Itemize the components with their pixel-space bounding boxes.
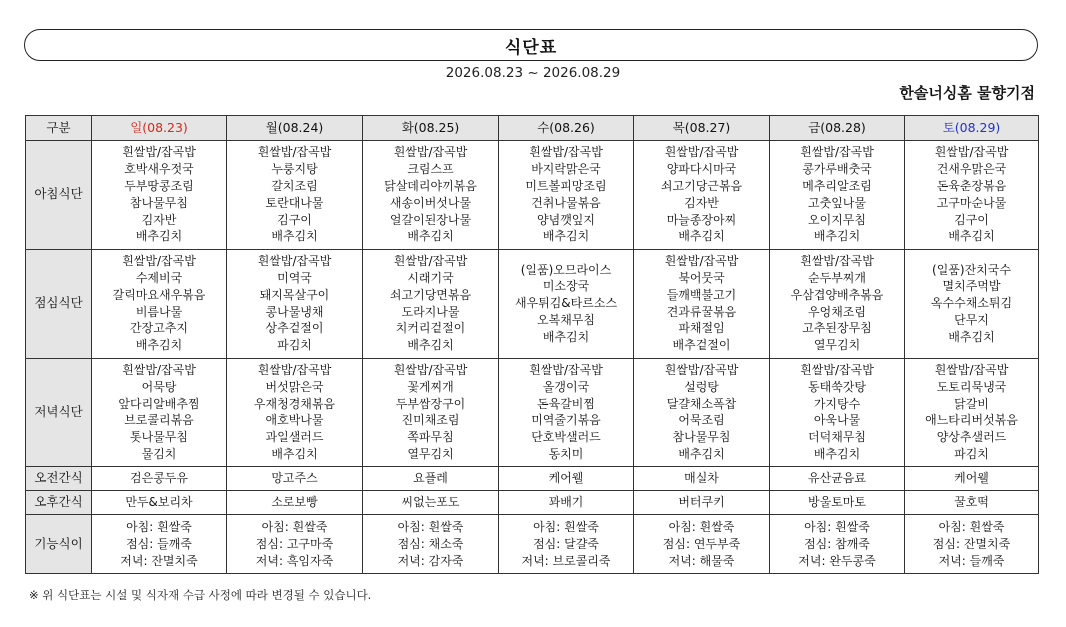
menu-item: 미트볼피망조림 bbox=[525, 179, 607, 194]
menu-period: 2026.08.23 ~ 2026.08.29 bbox=[445, 65, 621, 81]
menu-item: 김구이 bbox=[277, 212, 312, 227]
menu-item: 아침: 흰쌀죽 bbox=[126, 520, 192, 534]
menu-item: 김자반 bbox=[141, 212, 177, 227]
menu-item: 흰쌀밥/잡곡밥 bbox=[257, 363, 332, 378]
menu-item: 닭살데리야끼볶음 bbox=[384, 179, 477, 194]
menu-item: 단무지 bbox=[954, 313, 989, 328]
menu-item: 미역국 bbox=[277, 271, 312, 286]
menu-item: 케어웰 bbox=[548, 471, 584, 486]
meal-type-label: 오후간식 bbox=[26, 491, 92, 515]
menu-cell-thu bbox=[634, 358, 770, 467]
menu-item: 어묵탕 bbox=[141, 379, 177, 394]
menu-item: 올갱이국 bbox=[542, 379, 590, 394]
menu-item: 수제비국 bbox=[135, 271, 183, 286]
menu-cell-sun bbox=[92, 467, 227, 491]
menu-item: 진미채조림 bbox=[401, 413, 460, 428]
menu-item: 순두부찌개 bbox=[808, 271, 866, 286]
menu-item: 양념깻잎지 bbox=[537, 212, 595, 227]
menu-item: 열무김치 bbox=[407, 447, 454, 461]
menu-item: 아침: 흰쌀죽 bbox=[261, 520, 328, 534]
menu-cell-wed bbox=[499, 358, 634, 467]
menu-item: 점심: 들깨죽 bbox=[126, 536, 192, 551]
menu-item: 달걀채소폭찹 bbox=[666, 396, 737, 411]
menu-cell-sun bbox=[92, 141, 227, 250]
menu-item: 저녁: 잔멸치죽 bbox=[120, 553, 198, 568]
menu-item: 흰쌀밥/잡곡밥 bbox=[800, 363, 874, 378]
menu-item: 흰쌀밥/잡곡밥 bbox=[529, 363, 603, 378]
day-header-thu: 목(08.27) bbox=[634, 116, 770, 141]
menu-item: 아침: 흰쌀죽 bbox=[397, 520, 464, 534]
menu-item: 쇠고기당면볶음 bbox=[389, 287, 472, 302]
menu-item: 흰쌀밥/잡곡밥 bbox=[934, 363, 1009, 378]
menu-item: 과일샐러드 bbox=[265, 430, 324, 445]
menu-item: 케어웰 bbox=[954, 471, 989, 486]
menu-item: 버섯맑은국 bbox=[265, 379, 324, 394]
footer-note: ※ 위 식단표는 시설 및 식자재 수급 사정에 따라 변경될 수 있습니다. bbox=[29, 588, 372, 602]
menu-cell-tue bbox=[363, 249, 499, 358]
meal-type-label: 아침식단 bbox=[26, 141, 92, 250]
menu-cell-thu bbox=[634, 249, 770, 358]
menu-item: 단호박샐러드 bbox=[531, 430, 601, 445]
menu-item: 치커리겉절이 bbox=[395, 321, 466, 336]
menu-item: 오복채무침 bbox=[537, 313, 595, 328]
menu-item: 배추김치 bbox=[135, 229, 183, 244]
menu-row bbox=[26, 515, 1039, 574]
menu-cell-sat bbox=[905, 249, 1039, 358]
menu-item: 흰쌀밥/잡곡밥 bbox=[800, 254, 874, 269]
menu-item: 미역줄기볶음 bbox=[531, 413, 601, 428]
menu-item: 가지탕수 bbox=[813, 396, 861, 411]
menu-cell-fri bbox=[770, 358, 905, 467]
menu-item: 상추겉절이 bbox=[265, 321, 324, 336]
meal-type-label: 점심식단 bbox=[26, 249, 92, 358]
menu-item: 고춧잎나물 bbox=[808, 195, 866, 210]
menu-item: 메추리알조림 bbox=[802, 179, 872, 194]
menu-cell-tue bbox=[363, 358, 499, 467]
menu-cell-wed bbox=[499, 491, 634, 515]
table-header-row bbox=[26, 116, 1039, 141]
menu-item: 배추김치 bbox=[271, 229, 318, 244]
menu-item: 파김치 bbox=[277, 338, 312, 353]
menu-item: 고구마순나물 bbox=[936, 195, 1007, 210]
menu-item: (일품)오므라이스 bbox=[520, 262, 612, 277]
menu-cell-thu bbox=[634, 515, 770, 574]
menu-cell-tue bbox=[363, 515, 499, 574]
menu-item: 돈육갈비찜 bbox=[537, 396, 595, 411]
menu-row bbox=[26, 141, 1039, 250]
day-header-sat: 토(08.29) bbox=[905, 116, 1039, 141]
menu-item: 들깨백불고기 bbox=[666, 287, 737, 302]
menu-item: 동태쑥갓탕 bbox=[808, 379, 866, 394]
menu-item: 흰쌀밥/잡곡밥 bbox=[257, 145, 332, 160]
menu-item: 파김치 bbox=[954, 447, 989, 461]
menu-cell-sun bbox=[92, 358, 227, 467]
menu-item: 브로콜리볶음 bbox=[124, 413, 194, 428]
menu-item: 점심: 고구마죽 bbox=[255, 536, 334, 551]
menu-item: 흰쌀밥/잡곡밥 bbox=[664, 145, 739, 160]
menu-item: 애느타리버섯볶음 bbox=[925, 413, 1018, 428]
menu-item: 참나물무침 bbox=[130, 195, 188, 210]
menu-item: 오이지무침 bbox=[808, 212, 866, 227]
menu-item: 아침: 흰쌀죽 bbox=[668, 520, 735, 534]
menu-item: 점심: 참깨죽 bbox=[804, 536, 870, 551]
menu-item: 배추김치 bbox=[948, 329, 995, 344]
menu-item: 저녁: 들깨죽 bbox=[938, 553, 1005, 568]
menu-item: 두부땅콩조림 bbox=[124, 179, 194, 194]
menu-item: 설렁탕 bbox=[684, 379, 719, 394]
menu-item: 멸치주먹밥 bbox=[942, 279, 1001, 294]
day-header-tue: 화(08.25) bbox=[363, 116, 499, 141]
menu-item: 흰쌀밥/잡곡밥 bbox=[800, 145, 874, 160]
menu-item: 흰쌀밥/잡곡밥 bbox=[393, 363, 468, 378]
page-title: 식단표 bbox=[504, 37, 558, 58]
menu-item: 크림스프 bbox=[407, 162, 454, 177]
menu-item: 미소장국 bbox=[542, 279, 590, 294]
menu-item: 흰쌀밥/잡곡밥 bbox=[664, 363, 739, 378]
menu-item: 흰쌀밥/잡곡밥 bbox=[122, 363, 196, 378]
menu-item: 건새우맑은국 bbox=[936, 162, 1007, 177]
menu-cell-tue bbox=[363, 491, 499, 515]
menu-item: 건취나물볶음 bbox=[531, 195, 601, 210]
menu-item: 방울토마토 bbox=[808, 495, 866, 510]
menu-row bbox=[26, 467, 1039, 491]
menu-item: 유산균음료 bbox=[808, 471, 866, 486]
menu-item: 배추김치 bbox=[813, 229, 861, 244]
menu-item: 씨없는포도 bbox=[401, 495, 460, 510]
menu-cell-thu bbox=[634, 491, 770, 515]
menu-item: 흰쌀밥/잡곡밥 bbox=[257, 254, 332, 269]
menu-item: 망고주스 bbox=[271, 471, 318, 486]
menu-item: 점심: 채소죽 bbox=[397, 536, 464, 551]
menu-item: 배추김치 bbox=[271, 447, 318, 461]
meal-type-label: 저녁식단 bbox=[26, 358, 92, 467]
title-frame bbox=[24, 29, 1038, 61]
day-header-fri: 금(08.28) bbox=[770, 116, 905, 141]
day-header-mon: 월(08.24) bbox=[227, 116, 363, 141]
menu-item: 양파다시마국 bbox=[666, 162, 737, 177]
menu-row bbox=[26, 249, 1039, 358]
menu-cell-fri bbox=[770, 467, 905, 491]
menu-item: 우재청경채볶음 bbox=[253, 396, 336, 411]
menu-item: 쇠고기당근볶음 bbox=[660, 179, 743, 194]
menu-item: 배추김치 bbox=[678, 229, 725, 244]
menu-item: 닭갈비 bbox=[954, 396, 989, 411]
menu-item: 어묵조림 bbox=[678, 413, 725, 428]
menu-item: 저녁: 해물죽 bbox=[668, 553, 735, 568]
menu-item: 점심: 연두부죽 bbox=[662, 536, 741, 551]
menu-cell-fri bbox=[770, 515, 905, 574]
menu-item: 흰쌀밥/잡곡밥 bbox=[664, 254, 739, 269]
menu-item: 우삼겹양배추볶음 bbox=[790, 287, 884, 302]
meal-type-label: 오전간식 bbox=[26, 467, 92, 491]
menu-item: 흰쌀밥/잡곡밥 bbox=[122, 145, 196, 160]
menu-cell-thu bbox=[634, 467, 770, 491]
menu-item: 저녁: 브로콜리죽 bbox=[521, 553, 611, 568]
menu-item: 배추김치 bbox=[678, 447, 725, 461]
menu-item: 꽈배기 bbox=[548, 495, 584, 510]
menu-item: 바지락맑은국 bbox=[531, 162, 601, 177]
menu-item: 누룽지탕 bbox=[271, 162, 318, 177]
day-header-sun: 일(08.23) bbox=[92, 116, 227, 141]
menu-item: 새송이버섯나물 bbox=[389, 195, 472, 210]
menu-cell-sun bbox=[92, 515, 227, 574]
menu-cell-tue bbox=[363, 141, 499, 250]
menu-cell-wed bbox=[499, 249, 634, 358]
day-header-wed: 수(08.26) bbox=[499, 116, 634, 141]
menu-item: 흰쌀밥/잡곡밥 bbox=[393, 145, 468, 160]
menu-item: (일품)잔치국수 bbox=[932, 262, 1011, 277]
weekly-menu-table bbox=[25, 115, 1039, 574]
menu-item: 비름나물 bbox=[135, 304, 183, 319]
menu-item: 배추김치 bbox=[542, 329, 590, 344]
menu-item: 만두&보리차 bbox=[125, 495, 193, 510]
menu-item: 꽃게찌개 bbox=[407, 379, 454, 394]
menu-cell-wed bbox=[499, 467, 634, 491]
menu-item: 아침: 흰쌀죽 bbox=[804, 520, 870, 534]
menu-item: 배추김치 bbox=[407, 229, 454, 244]
menu-item: 배추김치 bbox=[542, 229, 590, 244]
menu-item: 아욱나물 bbox=[813, 413, 861, 428]
facility-name: 한솔너싱홈 물향기점 bbox=[899, 84, 1035, 102]
menu-item: 매실차 bbox=[684, 471, 719, 486]
menu-item: 흰쌀밥/잡곡밥 bbox=[122, 254, 196, 269]
menu-row bbox=[26, 358, 1039, 467]
menu-cell-thu bbox=[634, 141, 770, 250]
menu-item: 북어뭇국 bbox=[678, 271, 725, 286]
menu-item: 양상추샐러드 bbox=[936, 430, 1007, 445]
menu-item: 고추된장무침 bbox=[802, 321, 872, 336]
menu-item: 검은콩두유 bbox=[130, 471, 188, 486]
menu-item: 옥수수채소튀김 bbox=[930, 296, 1013, 311]
menu-row bbox=[26, 491, 1039, 515]
menu-cell-mon bbox=[227, 249, 363, 358]
menu-item: 꿀호떡 bbox=[954, 495, 989, 510]
menu-item: 돼지목살구이 bbox=[259, 287, 330, 302]
menu-cell-tue bbox=[363, 467, 499, 491]
menu-item: 토란대나물 bbox=[265, 195, 324, 210]
menu-item: 아침: 흰쌀죽 bbox=[938, 520, 1005, 534]
menu-cell-sat bbox=[905, 515, 1039, 574]
menu-item: 호박새우젓국 bbox=[124, 162, 194, 177]
menu-cell-wed bbox=[499, 141, 634, 250]
menu-item: 참나물무침 bbox=[672, 430, 731, 445]
menu-cell-sat bbox=[905, 467, 1039, 491]
menu-item: 배추김치 bbox=[407, 338, 454, 353]
menu-item: 도라지나물 bbox=[401, 304, 460, 319]
menu-cell-sat bbox=[905, 358, 1039, 467]
menu-cell-mon bbox=[227, 515, 363, 574]
menu-item: 물김치 bbox=[141, 447, 177, 461]
menu-item: 새우튀김&타르소스 bbox=[514, 296, 618, 311]
menu-item: 아침: 흰쌀죽 bbox=[533, 520, 599, 534]
menu-item: 동치미 bbox=[548, 447, 584, 461]
menu-item: 콩나물냉채 bbox=[265, 304, 324, 319]
menu-item: 흰쌀밥/잡곡밥 bbox=[529, 145, 603, 160]
menu-cell-fri bbox=[770, 249, 905, 358]
menu-cell-mon bbox=[227, 491, 363, 515]
menu-cell-mon bbox=[227, 141, 363, 250]
menu-item: 더덕채무침 bbox=[808, 430, 866, 445]
menu-cell-sun bbox=[92, 249, 227, 358]
menu-item: 앞다리알배추찜 bbox=[118, 396, 200, 411]
menu-item: 두부쌈장구이 bbox=[395, 396, 466, 411]
menu-item: 애호박나물 bbox=[265, 413, 324, 428]
menu-cell-fri bbox=[770, 491, 905, 515]
menu-item: 저녁: 흑임자죽 bbox=[255, 553, 334, 568]
menu-item: 견과류꿀볶음 bbox=[666, 304, 737, 319]
menu-item: 열무김치 bbox=[813, 338, 861, 353]
menu-item: 저녁: 완두콩죽 bbox=[798, 553, 876, 568]
menu-item: 흰쌀밥/잡곡밥 bbox=[934, 145, 1009, 160]
menu-item: 파채절임 bbox=[678, 321, 725, 336]
menu-item: 배추김치 bbox=[948, 229, 995, 244]
menu-cell-wed bbox=[499, 515, 634, 574]
menu-item: 시래기국 bbox=[407, 271, 454, 286]
menu-item: 흰쌀밥/잡곡밥 bbox=[393, 254, 468, 269]
menu-item: 버터쿠키 bbox=[678, 495, 725, 510]
menu-item: 간장고추지 bbox=[130, 321, 188, 336]
menu-item: 배추겉절이 bbox=[672, 338, 731, 353]
menu-item: 점심: 잔멸치죽 bbox=[932, 536, 1011, 551]
menu-item: 김구이 bbox=[954, 212, 989, 227]
corner-header: 구분 bbox=[26, 116, 92, 141]
menu-item: 쪽파무침 bbox=[407, 430, 454, 445]
menu-item: 배추김치 bbox=[813, 447, 861, 461]
menu-cell-fri bbox=[770, 141, 905, 250]
menu-item: 마늘종장아찌 bbox=[666, 212, 737, 227]
menu-item: 요플레 bbox=[413, 471, 448, 486]
menu-item: 갈치조림 bbox=[271, 179, 318, 194]
menu-item: 점심: 달걀죽 bbox=[533, 536, 599, 551]
menu-item: 톳나물무침 bbox=[130, 430, 188, 445]
menu-cell-sat bbox=[905, 491, 1039, 515]
menu-item: 얼갈이된장나물 bbox=[389, 212, 472, 227]
menu-item: 김자반 bbox=[684, 195, 719, 210]
menu-cell-mon bbox=[227, 467, 363, 491]
menu-cell-mon bbox=[227, 358, 363, 467]
menu-item: 우엉채조림 bbox=[808, 304, 866, 319]
menu-item: 소로보빵 bbox=[271, 495, 318, 510]
menu-item: 도토리묵냉국 bbox=[936, 379, 1007, 394]
menu-item: 배추김치 bbox=[135, 338, 183, 353]
menu-cell-sat bbox=[905, 141, 1039, 250]
menu-item: 돈육춘장볶음 bbox=[936, 179, 1007, 194]
menu-item: 갈릭마요새우볶음 bbox=[112, 287, 206, 302]
menu-cell-sun bbox=[92, 491, 227, 515]
menu-item: 콩가루배춧국 bbox=[802, 162, 872, 177]
menu-item: 저녁: 감자죽 bbox=[397, 553, 464, 568]
meal-type-label: 기능식이 bbox=[26, 515, 92, 574]
